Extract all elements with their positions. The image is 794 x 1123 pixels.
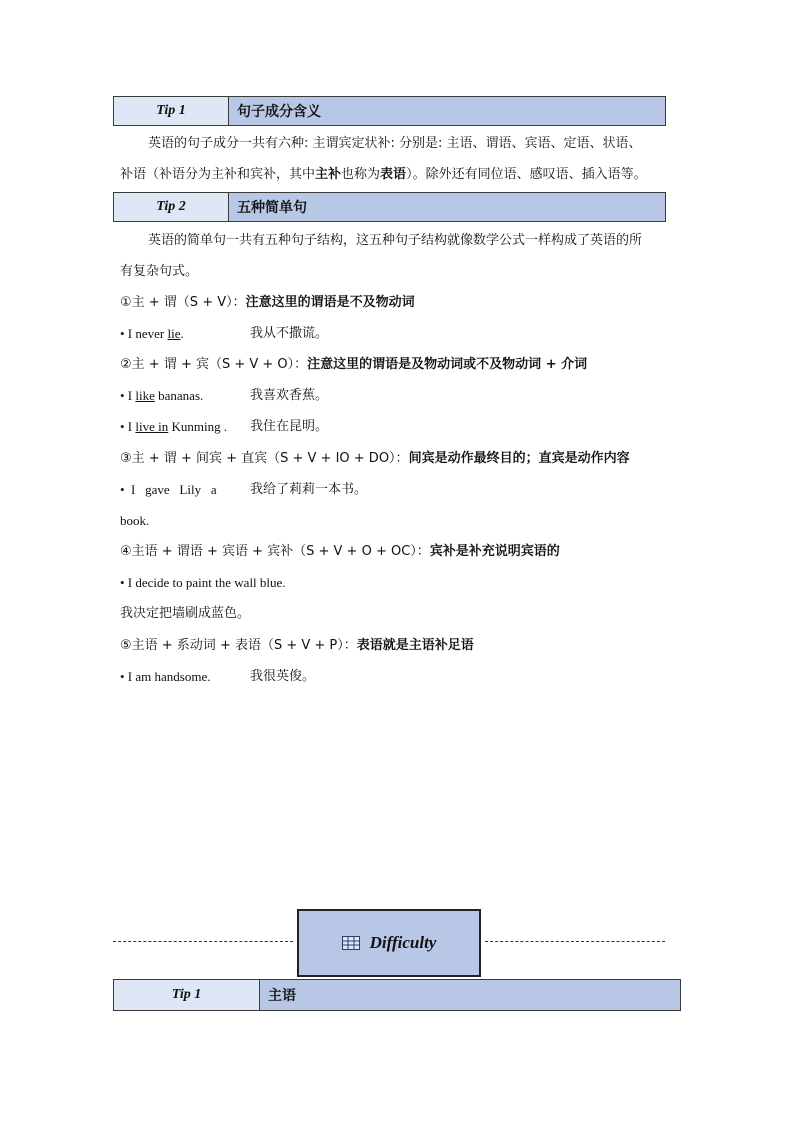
tip-tag: Tip 1: [114, 980, 260, 1010]
example-5-translation: 我决定把墙刷成蓝色。: [120, 606, 251, 621]
example-translation: 我给了莉莉一本书。: [250, 482, 368, 497]
tip-title: 主语: [260, 980, 680, 1010]
rule-4: ④主语 + 谓语 + 宾语 + 宾补（S + V + O + OC）：宾补是补充说明宾语的: [120, 544, 560, 559]
tip-header-3: [113, 979, 681, 1011]
tip-header-2: [113, 192, 666, 222]
rule-5: ⑤主语 + 系动词 + 表语（S + V + P）：表语就是主语补足语: [120, 638, 474, 653]
paragraph-line: 英语的句子成分一共有六种: 主谓宾定状补: 分别是: 主语、谓语、宾语、定语、状语、: [148, 136, 642, 151]
example-6: • I am handsome. 我很英俊。: [120, 669, 316, 684]
dashed-divider-right: [485, 941, 665, 942]
example-translation: 我喜欢香蕉。: [250, 388, 329, 403]
grid-icon: [342, 936, 360, 950]
tip-header-1: [113, 96, 666, 126]
rule-3: ③主 + 谓 + 间宾 + 直宾（S + V + IO + DO）：间宾是动作最终目的；直宾是动作内容: [120, 451, 630, 466]
tip-tag: Tip 1: [114, 97, 229, 125]
example-4-continued: book.: [120, 513, 150, 528]
example-translation: 我住在昆明。: [250, 419, 329, 434]
rule-2: ②主 + 谓 + 宾（S + V + O）：注意这里的谓语是及物动词或不及物动词 + 介词: [120, 357, 588, 372]
paragraph-line: 英语的简单句一共有五种句子结构，这五种句子结构就像数学公式一样构成了英语的所: [148, 233, 643, 248]
rule-1: ①主 + 谓（S + V）：注意这里的谓语是不及物动词: [120, 295, 415, 310]
difficulty-banner: [297, 909, 481, 977]
paragraph-line: 有复杂句式。: [120, 264, 199, 279]
example-4: • I gave Lily a 我给了莉莉一本书。: [120, 482, 368, 497]
example-translation: 我从不撒谎。: [250, 326, 329, 341]
tip-title: 句子成分含义: [229, 97, 665, 125]
example-2: • I like bananas. 我喜欢香蕉。: [120, 388, 329, 403]
example-5: • I decide to paint the wall blue.: [120, 575, 286, 590]
tip-title: 五种简单句: [229, 193, 665, 221]
difficulty-title: Difficulty: [369, 933, 437, 952]
example-3: • I live in Kunming . 我住在昆明。: [120, 419, 329, 434]
dashed-divider-left: [113, 941, 293, 942]
example-1: • I never lie. 我从不撒谎。: [120, 326, 329, 341]
tip-tag: Tip 2: [114, 193, 229, 221]
paragraph-line: 补语（补语分为主补和宾补，其中主补也称为表语）。除外还有同位语、感叹语、插入语等。: [120, 167, 647, 182]
example-translation: 我很英俊。: [250, 669, 316, 684]
